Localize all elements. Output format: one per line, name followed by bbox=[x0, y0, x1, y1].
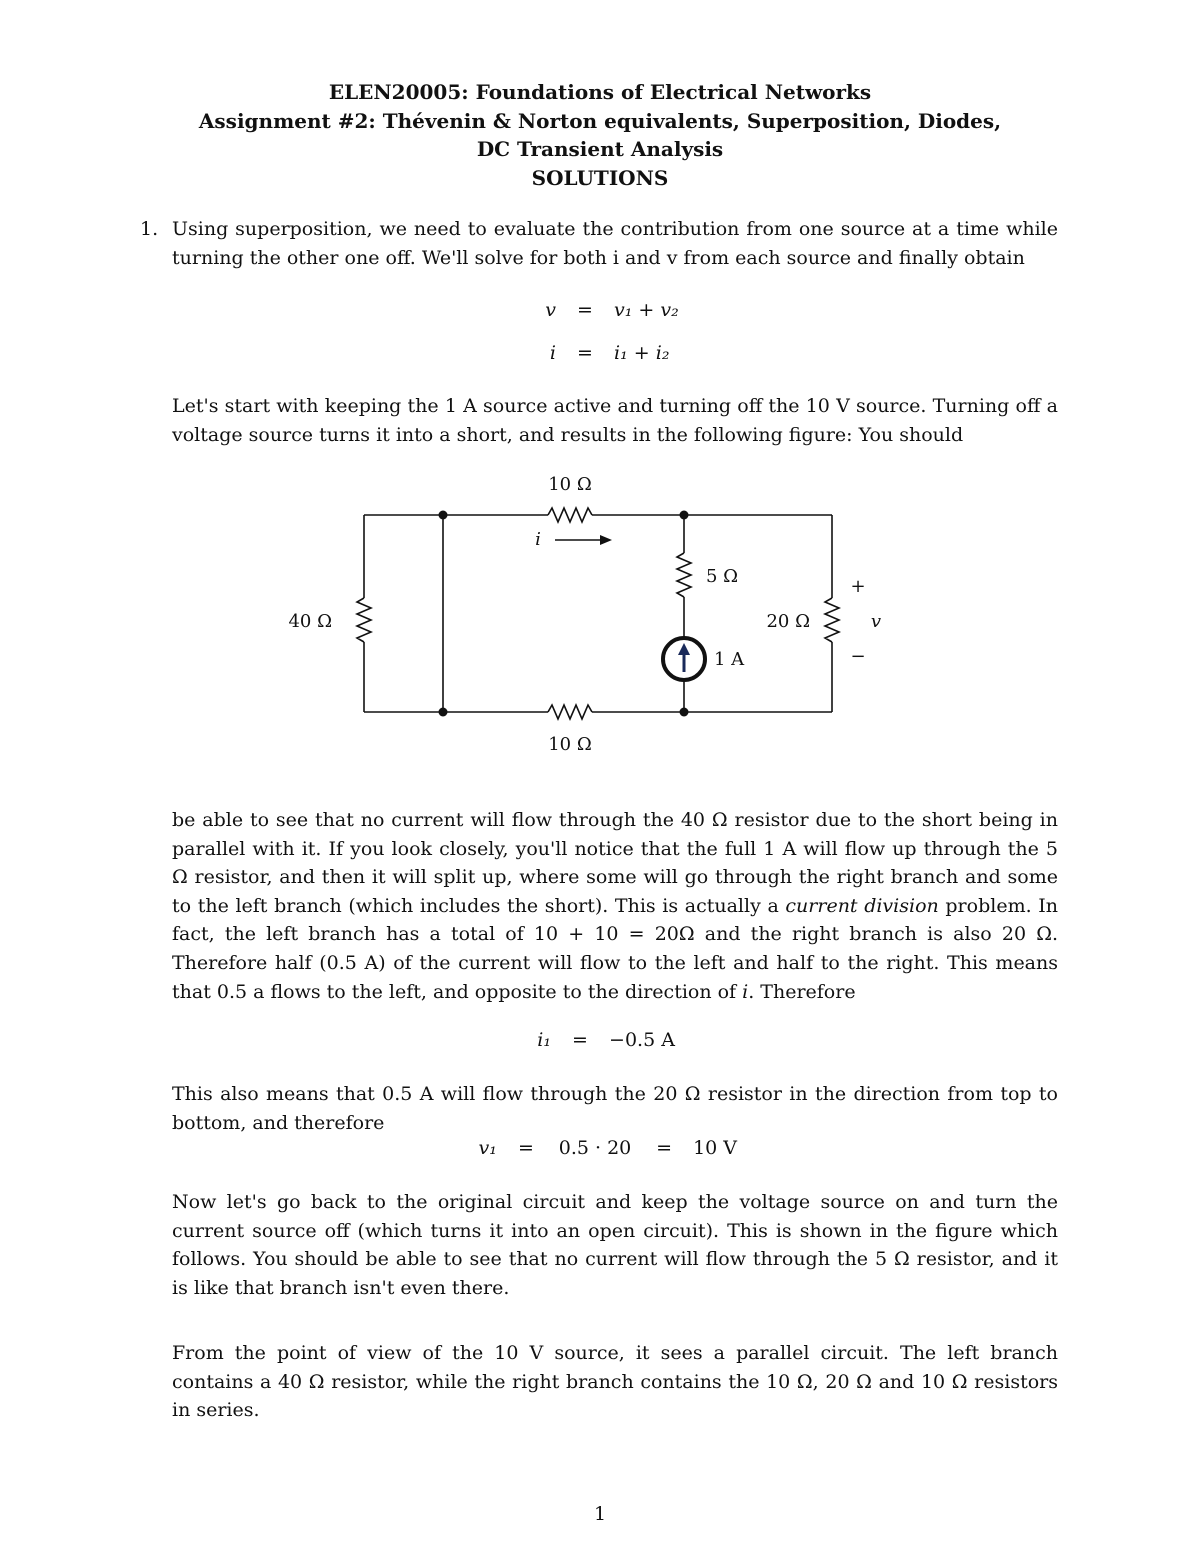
equation-i1 bbox=[0, 1029, 1200, 1051]
equation-i-sum bbox=[0, 342, 1200, 364]
resistor-mid-5ohm bbox=[677, 553, 691, 597]
equation-v1 bbox=[0, 1137, 1200, 1159]
label-r-top: 10 Ω bbox=[548, 474, 592, 495]
equals-sign: = bbox=[572, 1029, 588, 1051]
equals-sign: = bbox=[517, 1137, 534, 1159]
equation-lhs: v₁ bbox=[478, 1137, 497, 1159]
node-dot bbox=[439, 511, 448, 520]
analysis-text-c: . Therefore bbox=[748, 980, 856, 1003]
equation-rhs: −0.5 A bbox=[609, 1029, 675, 1051]
label-minus: − bbox=[850, 646, 866, 667]
equals-sign: = bbox=[656, 1137, 672, 1159]
label-plus: + bbox=[850, 576, 866, 597]
resistor-left-40ohm bbox=[357, 598, 371, 642]
analysis-variable: i bbox=[742, 980, 749, 1003]
equation-rhs: v₁ + v₂ bbox=[614, 299, 679, 321]
equation-rhs: i₁ + i₂ bbox=[614, 342, 670, 364]
resistor-right-20ohm bbox=[825, 598, 839, 642]
label-source: 1 A bbox=[714, 649, 745, 670]
equation-lhs: i₁ bbox=[537, 1029, 551, 1051]
node-dot bbox=[439, 708, 448, 717]
equals-sign: = bbox=[577, 342, 593, 364]
intro-paragraph: Using superposition, we need to evaluate the contribution from one source at a time while turning the other one off. We'll solve for both i and v from each source and finally obtain bbox=[172, 218, 1058, 269]
label-voltage-v: v bbox=[870, 611, 882, 632]
voltage-source-paragraph: Now let's go back to the original circuit and keep the voltage source on and turn the current source off (which turns it into an open circuit). This is shown in the figure which follows. You should be able to see that no current will flow through the 5 Ω resistor, and it is like that branch isn't even there. bbox=[172, 1191, 1058, 1299]
label-current-i: i bbox=[535, 529, 541, 550]
analysis-text-b: problem. In fact, the left branch has a total of 10 + 10 = 20Ω and the right branch is also 20 Ω. Therefore half (0.5 A) of the current will flow to the left and half to the right. This means that 0.5 a flows to the left, and opposite to the direction of bbox=[172, 894, 1058, 1003]
setup-paragraph: Let's start with keeping the 1 A source active and turning off the 10 V source. Turning off a voltage source turns it into a short, and results in the following figure: You should bbox=[172, 395, 1058, 446]
node-dot bbox=[680, 511, 689, 520]
page-number: 1 bbox=[593, 1503, 607, 1525]
label-r-bottom: 10 Ω bbox=[548, 734, 592, 755]
title-block bbox=[0, 78, 1200, 192]
equation-lhs: v bbox=[545, 299, 556, 321]
label-r-right: 20 Ω bbox=[766, 611, 810, 632]
node-dot bbox=[680, 708, 689, 717]
equation-lhs: i bbox=[549, 342, 556, 364]
assignment-title: Assignment #2: Thévenin & Norton equivalents, Superposition, Diodes, bbox=[198, 108, 1002, 133]
resistor-top-10ohm bbox=[548, 508, 592, 522]
analysis-text-a: be able to see that no current will flow through the 40 Ω resistor due to the short being in parallel with it. If you look closely, you'll notice that the full 1 A will flow up through the 5 Ω resistor, and then it will split up, where some will go through the right branch and some to the left branch (which includes the short). This is actually a bbox=[172, 809, 1058, 917]
label-r-left: 40 Ω bbox=[288, 611, 332, 632]
problem-number: 1. bbox=[140, 218, 159, 240]
equation-middle: 0.5 · 20 bbox=[558, 1137, 632, 1159]
analysis-emphasis: current division bbox=[785, 894, 939, 917]
current-arrowhead bbox=[600, 535, 612, 545]
label-r-mid: 5 Ω bbox=[706, 566, 739, 587]
resistor-bottom-10ohm bbox=[548, 705, 592, 719]
solutions-heading: SOLUTIONS bbox=[531, 165, 669, 190]
equals-sign: = bbox=[577, 299, 593, 321]
analysis-paragraph bbox=[172, 806, 1058, 1006]
equation-rhs: 10 V bbox=[693, 1137, 738, 1159]
resistor-current-paragraph: This also means that 0.5 A will flow through the 20 Ω resistor in the direction from top to bottom, and therefore bbox=[172, 1083, 1058, 1134]
circuit-diagram bbox=[0, 460, 1200, 760]
course-title: ELEN20005: Foundations of Electrical Networks bbox=[328, 80, 872, 104]
assignment-subtitle: DC Transient Analysis bbox=[476, 137, 724, 161]
parallel-circuit-paragraph: From the point of view of the 10 V source, it sees a parallel circuit. The left branch contains a 40 Ω resistor, while the right branch contains the 10 Ω, 20 Ω and 10 Ω resistors in series. bbox=[172, 1342, 1058, 1422]
equation-v-sum bbox=[0, 299, 1200, 321]
